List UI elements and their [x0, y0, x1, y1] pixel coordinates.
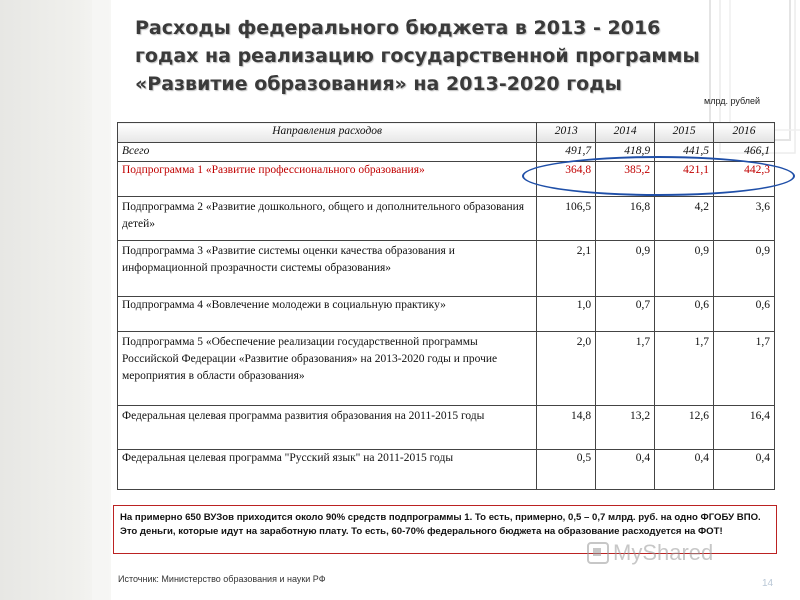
slide-title: Расходы федерального бюджета в 2013 - 2016 годах на реализацию государственной программы «Развитие образования» на 2013-2020 годы — [135, 17, 700, 95]
cell-2016: 0,9 — [714, 241, 775, 297]
cell-2014: 385,2 — [596, 162, 655, 197]
table-row-subprogram-4 — [118, 297, 775, 332]
watermark-logo — [587, 540, 713, 566]
cell-2013: 2,0 — [537, 332, 596, 406]
column-header-2013: 2013 — [537, 123, 596, 143]
cell-2014: 1,7 — [596, 332, 655, 406]
table-row-fcp-russian-language — [118, 450, 775, 490]
cell-2016: 0,4 — [714, 450, 775, 490]
cell-2013: 106,5 — [537, 197, 596, 241]
table-row-fcp-education — [118, 406, 775, 450]
row-label: Всего — [118, 143, 537, 162]
table-row-subprogram-5 — [118, 332, 775, 406]
column-header-2016: 2016 — [714, 123, 775, 143]
cell-2015: 441,5 — [655, 143, 714, 162]
watermark-text: MyShared — [613, 540, 714, 565]
row-label: Подпрограмма 4 «Вовлечение молодежи в социальную практику» — [118, 297, 537, 332]
cell-2015: 12,6 — [655, 406, 714, 450]
highlight-ellipse — [522, 156, 795, 196]
cell-2016: 466,1 — [714, 143, 775, 162]
cell-2013: 14,8 — [537, 406, 596, 450]
cell-2016: 3,6 — [714, 197, 775, 241]
cell-2013: 2,1 — [537, 241, 596, 297]
cell-2016: 1,7 — [714, 332, 775, 406]
cell-2015: 0,9 — [655, 241, 714, 297]
row-label: Федеральная целевая программа развития образования на 2011-2015 годы — [118, 406, 537, 450]
page-number: 14 — [762, 578, 774, 589]
cell-2015: 0,6 — [655, 297, 714, 332]
cell-2014: 16,8 — [596, 197, 655, 241]
cell-2013: 491,7 — [537, 143, 596, 162]
source-caption: Источник: Министерство образования и науки РФ — [118, 574, 326, 584]
column-header-directions: Направления расходов — [118, 123, 537, 143]
row-label: Подпрограмма 2 «Развитие дошкольного, общего и дополнительного образования детей» — [118, 197, 537, 241]
cell-2016: 16,4 — [714, 406, 775, 450]
units-label: млрд. рублей — [704, 96, 761, 106]
column-header-2015: 2015 — [655, 123, 714, 143]
cell-2014: 418,9 — [596, 143, 655, 162]
cell-2015: 0,4 — [655, 450, 714, 490]
table-header-row — [118, 123, 775, 143]
cell-2014: 0,9 — [596, 241, 655, 297]
row-label: Подпрограмма 5 «Обеспечение реализации государственной программы Российской Федерации «Развитие образования» на 2013-2020 годы и прочие мероприятия в области образования» — [118, 332, 537, 406]
watermark-icon — [587, 542, 609, 564]
cell-2013: 364,8 — [537, 162, 596, 197]
left-bar-stripe — [92, 0, 104, 600]
table-row-subprogram-2 — [118, 197, 775, 241]
cell-2015: 1,7 — [655, 332, 714, 406]
cell-2014: 0,7 — [596, 297, 655, 332]
cell-2015: 421,1 — [655, 162, 714, 197]
cell-2016: 0,6 — [714, 297, 775, 332]
left-decorative-bar — [0, 0, 111, 600]
cell-2015: 4,2 — [655, 197, 714, 241]
table-row-subprogram-3 — [118, 241, 775, 297]
row-label: Подпрограмма 1 «Развитие профессионального образования» — [118, 162, 537, 197]
cell-2013: 0,5 — [537, 450, 596, 490]
note-box: На примерно 650 ВУЗов приходится около 90% средств подпрограммы 1. То есть, примерно, 0,5 – 0,7 млрд. руб. на одно ФГОБУ ВПО. Это деньги, которые идут на заработную плату. То есть, 60-70% федерального бюджета на образование расходуется на ФОТ! — [113, 505, 777, 554]
cell-2014: 13,2 — [596, 406, 655, 450]
row-label: Подпрограмма 3 «Развитие системы оценки качества образования и информационной прозрачности системы образования» — [118, 241, 537, 297]
column-header-2014: 2014 — [596, 123, 655, 143]
cell-2016: 442,3 — [714, 162, 775, 197]
cell-2013: 1,0 — [537, 297, 596, 332]
cell-2014: 0,4 — [596, 450, 655, 490]
row-label: Федеральная целевая программа "Русский язык" на 2011-2015 годы — [118, 450, 537, 490]
